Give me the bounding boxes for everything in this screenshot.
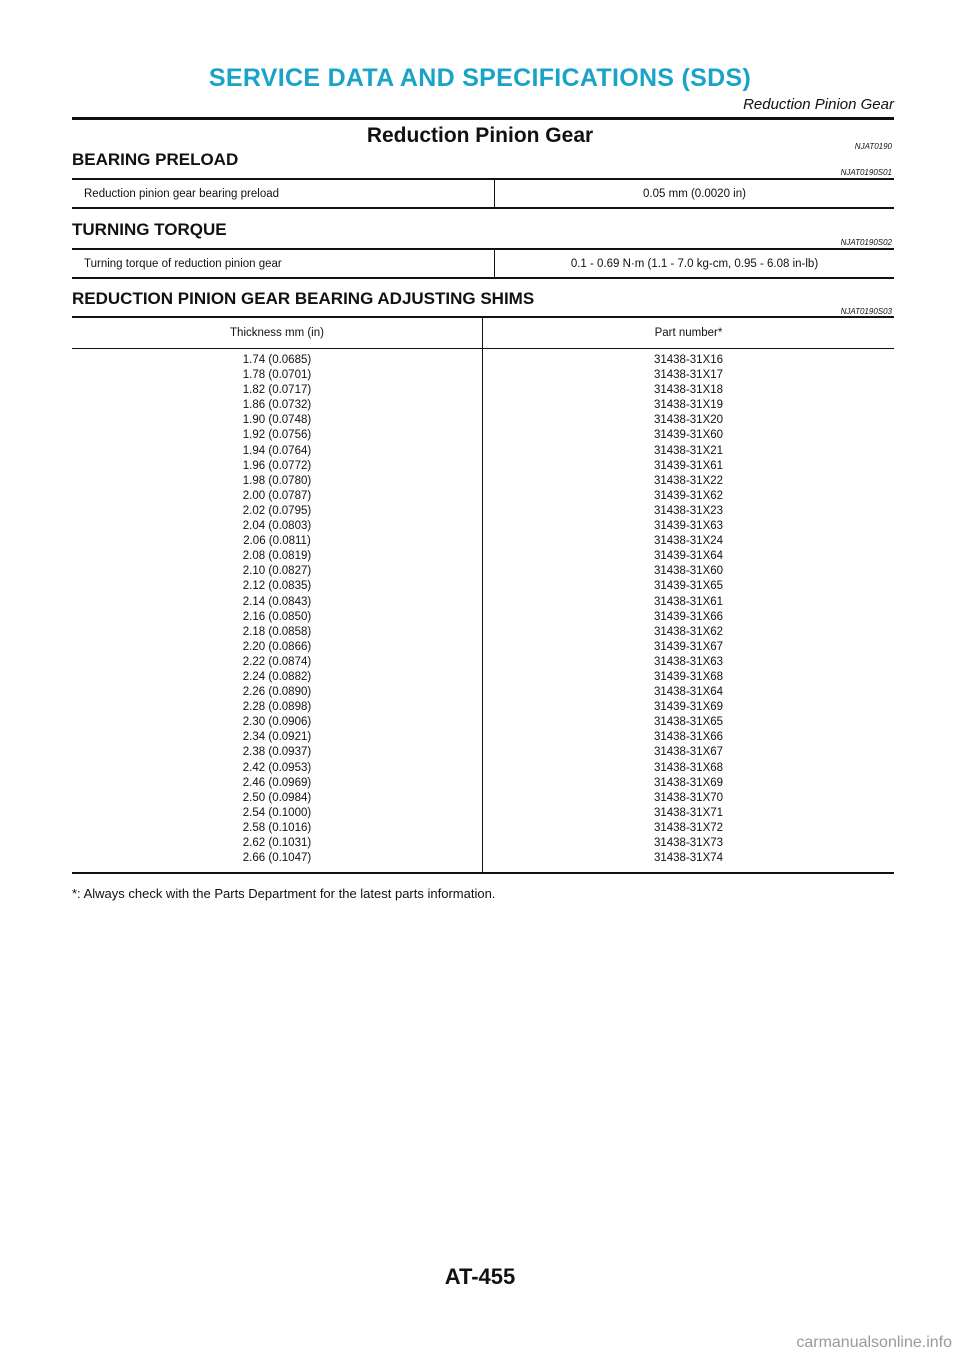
- list-item: 31438-31X20: [653, 414, 724, 427]
- col-thickness-header: Thickness mm (in): [72, 317, 483, 349]
- table-row: [72, 179, 894, 208]
- list-item: 31438-31X18: [653, 384, 724, 397]
- page-number: AT-455: [444, 1264, 516, 1289]
- shims-heading: REDUCTION PINION GEAR BEARING ADJUSTING SHIMS: [72, 289, 535, 308]
- list-item: 2.54 (0.1000): [242, 806, 312, 819]
- list-item: 31438-31X69: [653, 776, 724, 789]
- list-item: 2.30 (0.0906): [242, 716, 312, 729]
- list-item: 31438-31X68: [653, 761, 724, 774]
- list-item: 2.12 (0.0835): [242, 580, 312, 593]
- turning-torque-code: NJAT0190S02: [840, 238, 892, 247]
- list-item: 31438-31X66: [653, 731, 724, 744]
- part-number-list: [483, 349, 895, 874]
- list-item: 2.62 (0.1031): [242, 837, 312, 849]
- thickness-list: [72, 349, 483, 874]
- list-item: 2.04 (0.0803): [242, 520, 312, 533]
- list-item: 31438-31X24: [653, 535, 724, 548]
- list-item: 1.94 (0.0764): [242, 444, 312, 457]
- list-item: 1.78 (0.0701): [242, 369, 312, 382]
- list-item: 2.08 (0.0819): [242, 550, 312, 563]
- list-item: 1.96 (0.0772): [242, 459, 312, 472]
- list-item: 31438-31X16: [653, 354, 724, 366]
- list-item: 31438-31X73: [653, 837, 724, 849]
- list-item: 2.00 (0.0787): [242, 489, 312, 502]
- list-item: 1.92 (0.0756): [242, 429, 312, 442]
- list-item: 31439-31X69: [653, 701, 724, 714]
- list-item: 31438-31X74: [653, 852, 724, 865]
- turning-torque-heading: TURNING TORQUE: [72, 220, 227, 239]
- list-item: 2.46 (0.0969): [242, 776, 312, 789]
- list-item: 1.98 (0.0780): [242, 474, 312, 487]
- turning-torque-value: 0.1 - 0.69 N·m (1.1 - 7.0 kg-cm, 0.95 - 6.08 in-lb): [570, 257, 819, 270]
- page-header-subtitle: Reduction Pinion Gear: [743, 96, 894, 113]
- list-item: 31438-31X63: [653, 655, 724, 668]
- list-item: 31438-31X21: [653, 444, 724, 457]
- bearing-preload-table: [72, 178, 894, 209]
- list-item: 31439-31X66: [653, 610, 724, 623]
- list-item: 2.18 (0.0858): [242, 625, 312, 638]
- list-item: 31439-31X62: [653, 489, 724, 502]
- shims-table: [72, 316, 894, 874]
- list-item: 31438-31X67: [653, 746, 724, 759]
- list-item: 2.50 (0.0984): [242, 791, 312, 804]
- list-item: 2.14 (0.0843): [242, 595, 312, 608]
- list-item: 2.42 (0.0953): [242, 761, 312, 774]
- list-item: 31438-31X72: [653, 821, 724, 834]
- turning-torque-table: [72, 248, 894, 279]
- list-item: 2.66 (0.1047): [242, 852, 312, 865]
- list-item: 31438-31X64: [653, 686, 724, 699]
- list-item: 31439-31X68: [653, 670, 724, 683]
- list-item: 2.26 (0.0890): [242, 686, 312, 699]
- list-item: 31439-31X67: [653, 640, 724, 653]
- bearing-preload-value: 0.05 mm (0.0020 in): [643, 187, 746, 200]
- list-item: 31438-31X60: [653, 565, 724, 578]
- list-item: 2.24 (0.0882): [242, 670, 312, 683]
- list-item: 31438-31X62: [653, 625, 724, 638]
- list-item: 2.22 (0.0874): [242, 655, 312, 668]
- list-item: 2.34 (0.0921): [242, 731, 312, 744]
- bearing-preload-code: NJAT0190S01: [840, 168, 892, 177]
- list-item: 2.58 (0.1016): [242, 821, 312, 834]
- page-header-title: SERVICE DATA AND SPECIFICATIONS (SDS): [208, 64, 752, 92]
- turning-torque-label: Turning torque of reduction pinion gear: [72, 249, 495, 278]
- list-item: 31438-31X71: [653, 806, 724, 819]
- shims-body-row: [72, 349, 894, 874]
- list-item: 2.10 (0.0827): [242, 565, 312, 578]
- list-item: 31438-31X23: [653, 504, 724, 517]
- list-item: 2.16 (0.0850): [242, 610, 312, 623]
- list-item: 31439-31X61: [653, 459, 724, 472]
- shims-code: NJAT0190S03: [840, 307, 892, 316]
- list-item: 1.82 (0.0717): [242, 384, 312, 397]
- list-item: 1.74 (0.0685): [242, 354, 312, 366]
- list-item: 2.38 (0.0937): [242, 746, 312, 759]
- footnote: *: Always check with the Parts Department for the latest parts information.: [72, 886, 496, 901]
- header-divider: [72, 117, 894, 120]
- list-item: 31439-31X64: [653, 550, 724, 563]
- list-item: 31439-31X60: [653, 429, 724, 442]
- list-item: 31438-31X70: [653, 791, 724, 804]
- col-part-header: Part number*: [483, 317, 895, 349]
- list-item: 1.86 (0.0732): [242, 399, 312, 412]
- list-item: 31438-31X61: [653, 595, 724, 608]
- list-item: 2.02 (0.0795): [242, 504, 312, 517]
- list-item: 2.28 (0.0898): [242, 701, 312, 714]
- list-item: 31438-31X17: [653, 369, 724, 382]
- list-item: 31438-31X65: [653, 716, 724, 729]
- watermark: carmanualsonline.info: [796, 1334, 952, 1351]
- section-title: Reduction Pinion Gear: [366, 124, 594, 147]
- list-item: 31438-31X19: [653, 399, 724, 412]
- list-item: 2.20 (0.0866): [242, 640, 312, 653]
- list-item: 31438-31X22: [653, 474, 724, 487]
- table-row: [72, 249, 894, 278]
- shims-header-row: [72, 317, 894, 349]
- list-item: 2.06 (0.0811): [243, 535, 311, 548]
- bearing-preload-heading: BEARING PRELOAD: [72, 150, 239, 169]
- list-item: 1.90 (0.0748): [242, 414, 312, 427]
- list-item: 31439-31X63: [653, 520, 724, 533]
- list-item: 31439-31X65: [653, 580, 724, 593]
- bearing-preload-label: Reduction pinion gear bearing preload: [72, 179, 495, 208]
- section-code: NJAT0190: [854, 142, 892, 151]
